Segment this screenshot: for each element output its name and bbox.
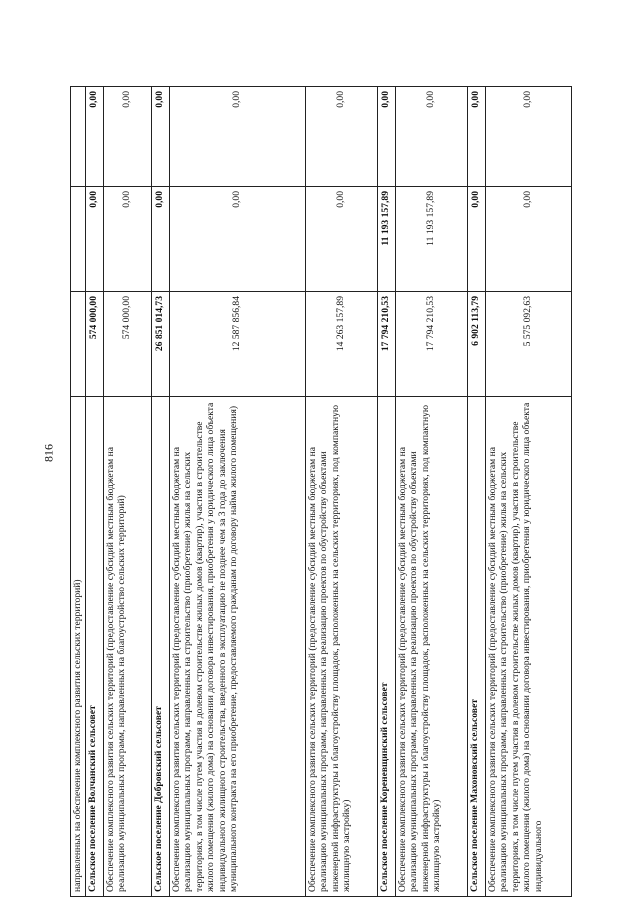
budget-table [70, 86, 572, 897]
budget-table-rotated [70, 87, 570, 897]
row-value-1: 12 587 856,84 [169, 292, 305, 397]
row-value-2: 11 193 157,89 [377, 187, 395, 292]
row-value-2: 0,00 [467, 187, 485, 292]
row-description: Сельское поселение Волчанский сельсовет [85, 397, 103, 897]
row-description: Сельское поселение Кореневщинский сельсовет [377, 397, 395, 897]
table-row [305, 87, 377, 897]
row-value-2: 11 193 157,89 [395, 187, 467, 292]
row-value-3: 0,00 [467, 87, 485, 187]
row-value-3: 0,00 [395, 87, 467, 187]
row-description: Обеспечение комплексного развития сельских территорий (предоставление субсидий местным бюджетам на реализацию муниципальных программ, направленных на реализацию проектов по обустройству объектами инженерной инфраструктуры и благоустройству площадок, расположенных на сельских территориях, под компактную жилищную застройку) [305, 397, 377, 897]
table-row [395, 87, 467, 897]
table-row [71, 87, 86, 897]
row-value-2: 0,00 [305, 187, 377, 292]
row-value-3: 0,00 [85, 87, 103, 187]
table-row [485, 87, 571, 897]
row-description: Сельское поселение Добровский сельсовет [151, 397, 169, 897]
row-value-3: 0,00 [151, 87, 169, 187]
row-description: Обеспечение комплексного развития сельских территорий (предоставление субсидий местным бюджетам на реализацию муниципальных программ, направленных на благоустройство сельских территорий) [103, 397, 151, 897]
table-row [467, 87, 485, 897]
row-value-2: 0,00 [151, 187, 169, 292]
table-row [85, 87, 103, 897]
row-value-1: 17 794 210,53 [395, 292, 467, 397]
row-value-3 [71, 87, 86, 187]
row-value-1: 6 902 113,79 [467, 292, 485, 397]
page-number-text: 816 [41, 444, 56, 462]
row-value-2: 0,00 [85, 187, 103, 292]
row-value-3: 0,00 [103, 87, 151, 187]
row-value-2: 0,00 [169, 187, 305, 292]
row-value-2: 0,00 [103, 187, 151, 292]
row-value-3: 0,00 [305, 87, 377, 187]
row-description: направленных на обеспечение комплексного развития сельских территорий) [71, 397, 86, 897]
row-description: Обеспечение комплексного развития сельских территорий (предоставление субсидий местным бюджетам на реализацию муниципальных программ, направленных на строительство (приобретение) жилья на сельских территориях, в том числе путем участия в долевом строительстве жилых домов (квартир), участия в строительстве жилого помещения (жилого дома) на основании договора инвестирования, приобретения у юридического лица объекта индивидуального [485, 397, 571, 897]
row-value-2 [71, 187, 86, 292]
table-row [377, 87, 395, 897]
row-value-1: 14 263 157,89 [305, 292, 377, 397]
row-value-3: 0,00 [377, 87, 395, 187]
row-value-1: 574 000,00 [85, 292, 103, 397]
row-value-3: 0,00 [169, 87, 305, 187]
row-value-1 [71, 292, 86, 397]
row-value-1: 26 851 014,73 [151, 292, 169, 397]
row-description: Обеспечение комплексного развития сельских территорий (предоставление субсидий местным бюджетам на реализацию муниципальных программ, направленных на реализацию проектов по обустройству объектами инженерной инфраструктуры и благоустройству площадок, расположенных на сельских территориях, под компактную жилищную застройку) [395, 397, 467, 897]
row-description: Сельское поселение Махоновский сельсовет [467, 397, 485, 897]
row-value-2: 0,00 [485, 187, 571, 292]
row-description: Обеспечение комплексного развития сельских территорий (предоставление субсидий местным бюджетам на реализацию муниципальных программ, направленных на строительство (приобретение) жилья на сельских территориях, в том числе путем участия в долевом строительстве жилых домов (квартир), участия в строительстве жилого помещения (жилого дома) на основании договора инвестирования, приобретения у юридического лица объекта индивидуального жилищного строительства, введенного в эксплуатацию не позднее чем за 3 года до заключения муниципального контракта на его приобретение, предоставляемого гражданам по договору найма жилого помещения) [169, 397, 305, 897]
row-value-3: 0,00 [485, 87, 571, 187]
table-row [151, 87, 169, 897]
table-row [103, 87, 151, 897]
row-value-1: 17 794 210,53 [377, 292, 395, 397]
table-row [169, 87, 305, 897]
row-value-1: 5 575 092,63 [485, 292, 571, 397]
row-value-1: 574 000,00 [103, 292, 151, 397]
